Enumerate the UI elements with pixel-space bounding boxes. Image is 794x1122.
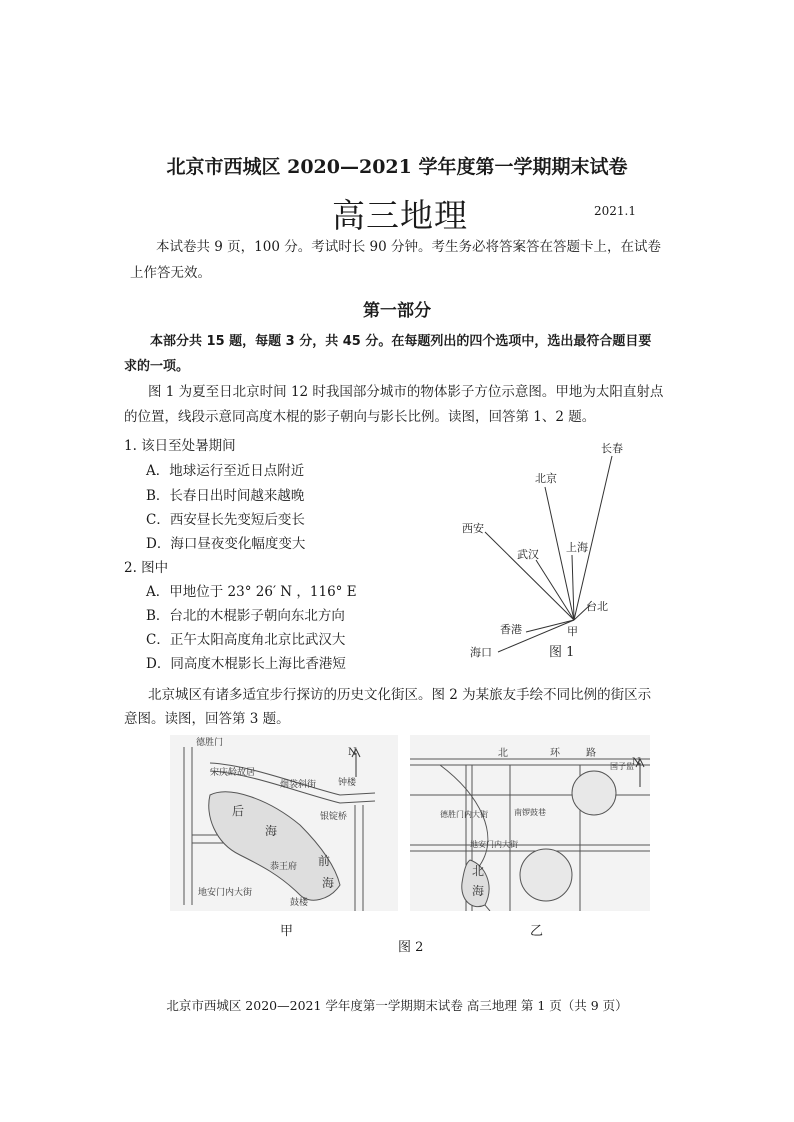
map-yi-label-hai: 海	[472, 884, 485, 898]
figure2-intro-line-1: 北京城区有诸多适宜步行探访的历史文化街区。图 2 为某旅友手绘不同比例的街区示	[148, 687, 652, 703]
map-yi-label-dianmen-street: 地安门内大街	[470, 840, 518, 849]
map-jia-label-hai-1: 海	[265, 824, 278, 838]
map-jia-label-soong: 宋庆龄故居	[210, 768, 256, 778]
city-label-beijing: 北京	[535, 472, 557, 485]
exam-date: 2021.1	[594, 204, 636, 218]
figure1-intro-line-1: 图 1 为夏至日北京时间 12 时我国部分城市的物体影子方位示意图。甲地为太阳直射点	[148, 384, 664, 400]
map-jia-north-label: N	[348, 747, 357, 758]
question-2-stem: 2. 图中	[124, 560, 169, 576]
map-yi-label-bei: 北	[498, 748, 508, 759]
city-label-xian: 西安	[462, 522, 484, 535]
city-label-wuhan: 武汉	[517, 548, 539, 561]
map-yi-label-lu: 路	[586, 748, 596, 759]
question-1-stem: 1. 该日至处暑期间	[124, 438, 236, 454]
map-yi-label-guozijian: 国子监	[610, 762, 634, 771]
question-2-option-c: C．正午太阳高度角北京比武汉大	[146, 632, 346, 648]
map-jia-label-dianmen-street: 地安门内大街	[198, 888, 253, 898]
map-jia-label-yandai: 烟袋斜街	[280, 780, 317, 790]
city-label-shanghai: 上海	[566, 541, 588, 554]
part-title: 第一部分	[363, 301, 431, 321]
figure-1-caption: 图 1	[549, 645, 575, 660]
figure-2-map-yi	[410, 735, 650, 911]
question-1-option-b: B．长春日出时间越来越晚	[146, 488, 305, 504]
shadow-line-xian	[485, 532, 574, 620]
map-jia-label-zhonglou: 钟楼	[338, 778, 357, 788]
city-label-hongkong: 香港	[500, 623, 522, 636]
question-1-option-d: D．海口昼夜变化幅度变大	[146, 536, 306, 552]
intro-line-1: 本试卷共 9 页，100 分。考试时长 90 分钟。考生务必将答案答在答题卡上，在试卷	[156, 239, 661, 255]
question-1-option-c: C．西安昼长先变短后变长	[146, 512, 305, 528]
city-label-taipei: 台北	[586, 600, 608, 613]
map-yi-north-label: N	[632, 757, 641, 768]
map-yi-label-bei-2: 北	[472, 864, 485, 878]
origin-label-jia: 甲	[567, 625, 578, 638]
question-2-option-d: D．同高度木棍影长上海比香港短	[146, 656, 346, 672]
question-2-option-b: B．台北的木棍影子朝向东北方向	[146, 608, 345, 624]
map-yi-label-nanluoguxiang: 南锣鼓巷	[514, 808, 546, 817]
question-1-option-a: A．地球运行至近日点附近	[146, 463, 305, 479]
figure-2-map-jia	[170, 735, 398, 911]
city-label-changchun: 长春	[601, 442, 623, 455]
figure-2-caption: 图 2	[398, 940, 424, 955]
map-yi-label-huan: 环	[550, 748, 560, 759]
map-jia-label-qian: 前	[318, 854, 331, 868]
shadow-line-wuhan	[536, 560, 574, 620]
map-yi-north-arrow	[632, 757, 644, 787]
figure-1-shadow-diagram	[440, 430, 660, 670]
map-yi-caption: 乙	[530, 924, 544, 939]
map-jia-label-gulou: 鼓楼	[290, 898, 309, 908]
figure2-intro-line-2: 意图。读图，回答第 3 题。	[124, 711, 290, 727]
map-jia-label-deshengmen: 德胜门	[196, 738, 224, 748]
map-jia-label-hai-2: 海	[322, 876, 335, 890]
city-label-haikou: 海口	[470, 646, 492, 659]
shadow-line-changchun	[574, 456, 612, 620]
part-instruction-line-2: 求的一项。	[124, 359, 190, 374]
exam-title: 北京市西城区 2020—2021 学年度第一学期期末试卷	[166, 156, 628, 178]
subject-title: 高三地理	[332, 196, 468, 235]
map-jia-label-hou: 后	[232, 804, 245, 818]
map-jia-label-gongwangfu: 恭王府	[270, 862, 298, 872]
map-yi-label-deshengmen-street: 德胜门内大街	[440, 810, 488, 819]
intro-line-2: 上作答无效。	[130, 265, 211, 281]
map-jia-north-arrow	[348, 747, 360, 777]
question-2-option-a: A．甲地位于 23° 26′ N ，116° E	[146, 584, 357, 600]
map-jia-caption: 甲	[280, 924, 294, 939]
page-footer: 北京市西城区 2020—2021 学年度第一学期期末试卷 高三地理 第 1 页（共 9 页）	[166, 998, 628, 1013]
figure1-intro-line-2: 的位置，线段示意同高度木棍的影子朝向与影长比例。读图，回答第 1、2 题。	[124, 409, 596, 425]
map-jia-label-yinding-bridge: 银锭桥	[320, 812, 348, 822]
part-instruction-line-1: 本部分共 15 题，每题 3 分，共 45 分。在每题列出的四个选项中，选出最符合题目要	[150, 334, 652, 349]
